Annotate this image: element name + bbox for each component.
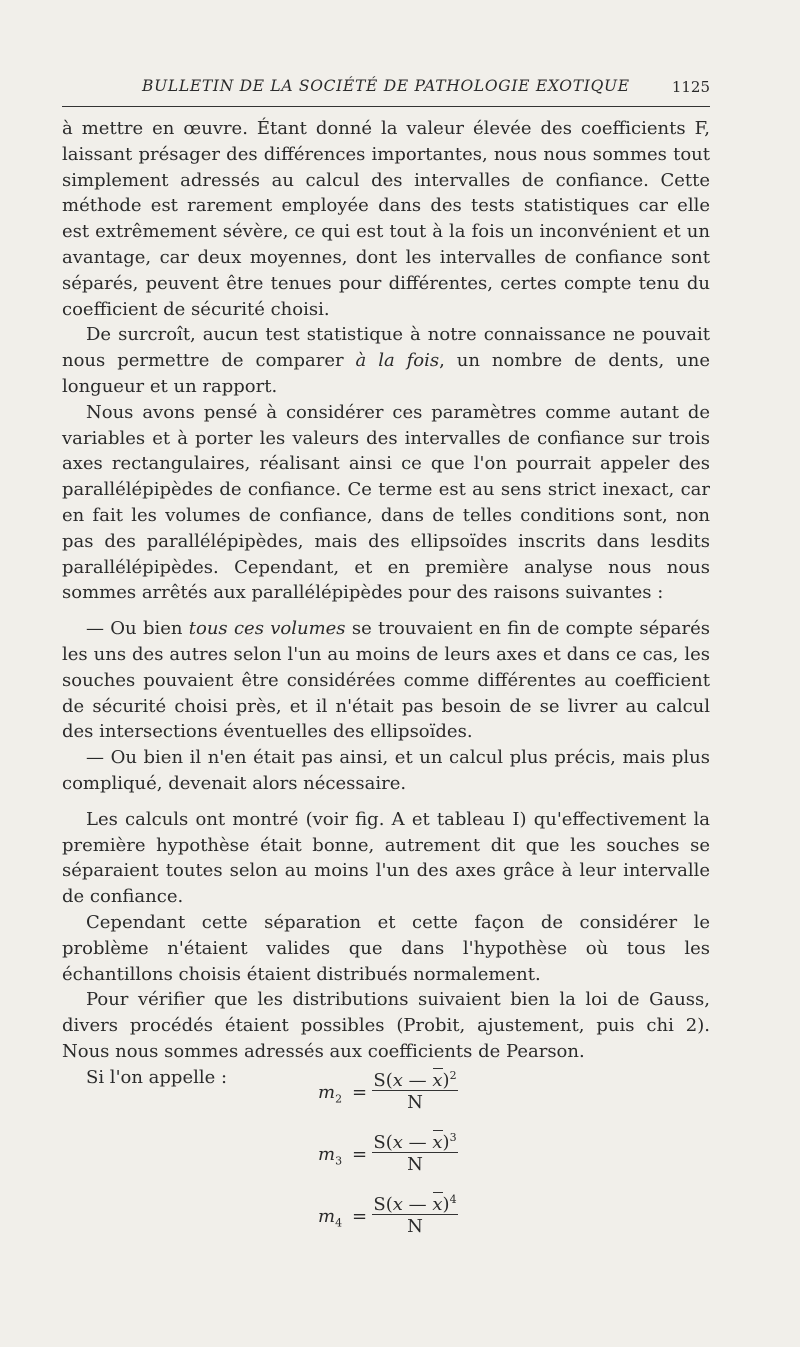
numerator: S(x — x)$^4$ — [372, 1186, 458, 1214]
page-number: 1125 — [671, 78, 710, 96]
formula-m4 — [318, 1186, 478, 1248]
formula-lhs: $m_3$ — [318, 1144, 343, 1168]
formula-m3 — [318, 1124, 478, 1186]
denominator: N — [407, 1216, 423, 1237]
running-title: BULLETIN DE LA SOCIÉTÉ DE PATHOLOGIE EXOTIQUE — [142, 77, 630, 95]
emphasis: tous ces volumes — [188, 618, 346, 640]
paragraph: — Ou bien il n'en était pas ainsi, et un calcul plus précis, mais plus compliqué, devenait alors nécessaire. — [62, 747, 710, 794]
numerator: S(x — x)$^3$ — [372, 1124, 458, 1152]
paragraph: Nous avons pensé à considérer ces paramètres comme autant de variables et à porter les valeurs des intervalles de confiance sur trois axes rectangulaires, réalisant ainsi ce que l'on pourrait appeler des parallélépipèdes de confiance. Ce terme est au sens strict inexact, car en fait les volumes de confiance, dans de telles conditions sont, non pas des parallélépipèdes, mais des ellipsoïdes inscrits dans lesdits parallélépipèdes. Cependant, et en première analyse nous nous sommes arrêtés aux parallélépipèdes pour des raisons suivantes : — [62, 401, 710, 604]
formula-block — [318, 1062, 478, 1248]
numerator: S(x — x)$^2$ — [372, 1062, 458, 1090]
denominator: N — [407, 1154, 423, 1175]
formula-lhs: $m_4$ — [318, 1206, 343, 1230]
header-rule — [62, 106, 710, 107]
x-bar: x — [432, 1129, 442, 1157]
x-bar: x — [432, 1067, 442, 1095]
equals-sign: = — [352, 1082, 368, 1103]
fraction — [372, 1186, 458, 1237]
emphasis: à la fois — [355, 350, 440, 372]
paragraph: — Ou bien tous ces volumes se trouvaient en fin de compte séparés les uns des autres selon l'un au moins de leurs axes et dans ce cas, les souches pouvaient être considérées comme différentes au coefficient de sécurité choisi près, et il n'était pas besoin de se livrer au calcul des intersections éventuelles des ellipsoïdes. — [62, 618, 710, 743]
page-header — [62, 75, 710, 101]
paragraph: Cependant cette séparation et cette façon de considérer le problème n'étaient valides que dans l'hypothèse où tous les échantillons choisis étaient distribués normalement. — [62, 911, 710, 985]
formula-m2 — [318, 1062, 478, 1124]
body-text — [62, 116, 710, 1090]
paragraph: à mettre en œuvre. Étant donné la valeur élevée des coefficients F, laissant présager des différences importantes, nous nous sommes tout simplement adressés au calcul des intervalles de confiance. Cette méthode est rarement employée dans des tests statistiques car elle est extrêmement sévère, ce qui est tout à la fois un inconvénient et un avantage, car deux moyennes, dont les intervalles de confiance sont séparés, peuvent être tenues pour différentes, certes compte tenu du coefficient de sécurité choisi. — [62, 118, 710, 320]
paragraph: Si l'on appelle : — [86, 1066, 228, 1088]
fraction — [372, 1124, 458, 1175]
fraction — [372, 1062, 458, 1113]
paragraph: Pour vérifier que les distributions suivaient bien la loi de Gauss, divers procédés étaient possibles (Probit, ajustement, puis chi 2). Nous nous sommes adressés aux coefficients de Pearson. — [62, 989, 710, 1062]
formula-lhs: $m_2$ — [318, 1082, 343, 1106]
paragraph: Les calculs ont montré (voir fig. A et tableau I) qu'effectivement la première hypothèse était bonne, autrement dit que les souches se séparaient toutes selon au moins l'un des axes grâce à leur intervalle de confiance. — [62, 808, 710, 908]
denominator: N — [407, 1092, 423, 1113]
x-bar: x — [432, 1191, 442, 1219]
paragraph: De surcroît, aucun test statistique à notre connaissance ne pouvait nous permettre de comparer à la fois, un nombre de dents, une longueur et un rapport. — [62, 324, 711, 397]
equals-sign: = — [352, 1206, 368, 1227]
equals-sign: = — [352, 1144, 368, 1165]
